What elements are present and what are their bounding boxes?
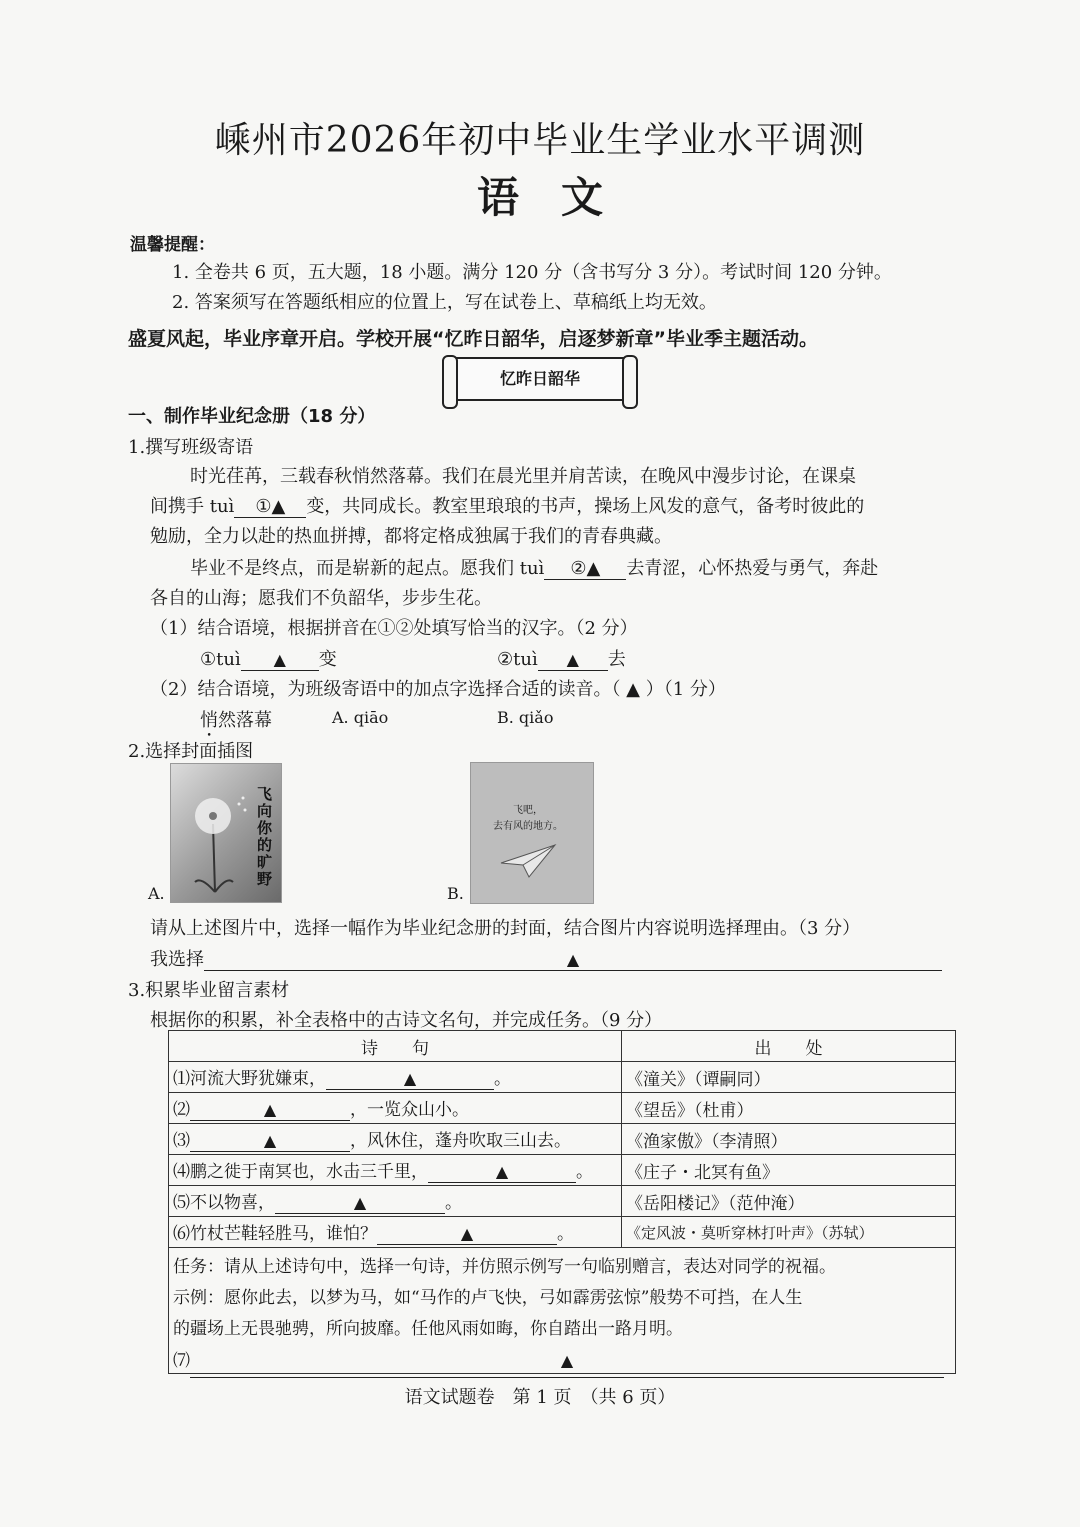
q2-heading: 2.选择封面插图 [128,741,254,762]
answer-blank[interactable] [190,1131,350,1152]
cover-image-a[interactable] [170,763,282,903]
cover-a-caption: 飞向你的旷野 [257,785,273,888]
task-answer-line [173,1345,951,1378]
tips-heading: 温馨提醒： [130,235,215,255]
answer-blank[interactable] [204,949,942,971]
source-cell: 《定风波・莫听穿林打叶声》（苏轼） [622,1217,956,1248]
q1-sub1-answer-a [200,645,337,671]
text-segment: 变 [318,649,337,670]
answer-mark: ▲ [353,1193,367,1212]
answer-mark: ▲ [495,1162,509,1181]
answer-blank-a[interactable] [241,649,319,671]
source-cell: 《潼关》（谭嗣同） [622,1062,956,1093]
activity-intro: 盛夏风起，毕业序章开启。学校开展“忆昨日韶华，启逐梦新章”毕业季主题活动。 [128,328,818,350]
text-segment: 。 [494,1069,511,1089]
cover-b-caption-1: 飞吧， [513,805,543,816]
image-a-label: A. [148,884,165,903]
text-segment: ，一览众山小。 [350,1100,469,1120]
text-segment: 我选择 [150,949,204,970]
task-box [168,1248,956,1374]
text-segment: 毕业不是终点，而是崭新的起点。愿我们 tuì [190,558,545,579]
q3-heading: 3.积累毕业留言素材 [128,980,290,1001]
text-segment: ⑷鹏之徙于南冥也，水击三千里， [173,1162,428,1182]
text-segment: 间携手 tuì [150,496,235,517]
text-segment: ⑴河流大野犹嫌束， [173,1069,326,1089]
table-row [169,1062,956,1093]
poem-table [168,1030,956,1248]
cover-b-caption-2: 去有风的地方。 [493,821,563,832]
q3-prompt: 根据你的积累，补全表格中的古诗文名句，并完成任务。（9 分） [150,1010,663,1031]
task-line-1: 任务：请从上述诗句中，选择一句诗，并仿照示例写一句临别赠言，表达对同学的祝福。 [173,1257,836,1277]
table-row [169,1217,956,1248]
text-segment: 。 [445,1193,462,1213]
q1-sub2-word [200,706,272,741]
q1-sub2: （2）结合语境，为班级寄语中的加点字选择合适的读音。（ ▲ ）（1 分） [150,679,726,700]
tip-item-1: 1. 全卷共 6 页，五大题，18 小题。满分 120 分（含书写分 3 分）。考试时间 120 分钟。 [172,262,892,283]
text-segment: ②tuì [497,649,538,670]
emphasis-char: 悄 [200,710,218,731]
text-segment: ⑵ [173,1100,190,1120]
answer-mark: ▲ [263,1100,277,1119]
answer-blank[interactable] [190,1345,944,1378]
text-segment: ⑺ [173,1351,190,1371]
blank-1[interactable] [234,496,306,518]
task-line-3: 的疆场上无畏驰骋，所向披靡。任他风雨如晦，你自踏出一路月明。 [173,1319,683,1339]
source-cell: 《庄子・北冥有鱼》 [622,1155,956,1186]
exam-title: 嵊州市2026年初中毕业生学业水平调测 [214,120,866,161]
table-header-row [169,1031,956,1062]
banner-text: 忆昨日韶华 [499,369,580,388]
q1-paragraph2-line2: 各自的山海；愿我们不负韶华，步步生花。 [150,588,492,609]
q1-sub1-answer-b [497,645,626,671]
section-heading: 一、制作毕业纪念册（18 分） [128,406,376,427]
answer-mark: ▲ [566,650,579,669]
text-segment: 然落幕 [218,710,272,731]
page-footer: 语文试题卷 第 1 页 （共 6 页） [404,1387,676,1408]
source-cell: 《岳阳楼记》（范仲淹） [622,1186,956,1217]
text-segment: ⑹竹杖芒鞋轻胜马，谁怕？ [173,1224,377,1244]
table-row [169,1155,956,1186]
task-line-2: 示例：愿你此去，以梦为马，如“马作的卢飞快，弓如霹雳弦惊”般势不可挡，在人生 [173,1288,803,1308]
answer-mark: ▲ [460,1224,474,1243]
answer-mark: ▲ [403,1069,417,1088]
text-segment: ⑶ [173,1131,190,1151]
source-cell: 《渔家傲》（李清照） [622,1124,956,1155]
text-segment: 变，共同成长。教室里琅琅的书声，操场上风发的意气，备考时彼此的 [306,496,865,517]
answer-blank[interactable] [275,1193,445,1214]
paper-plane-icon [499,841,559,881]
text-segment: 。 [576,1162,593,1182]
q2-answer-line [150,945,942,971]
blank-2[interactable] [544,558,626,580]
image-b-label: B. [447,884,464,903]
cover-image-b[interactable] [470,762,594,904]
subject-title: 语 文 [476,173,603,222]
answer-blank[interactable] [377,1224,557,1245]
option-a[interactable]: A. qiāo [332,708,389,727]
q1-sub1: （1）结合语境，根据拼音在①②处填写恰当的汉字。（2 分） [150,618,638,639]
answer-mark: ▲ [566,950,580,969]
answer-mark: ▲ [560,1351,574,1370]
tip-item-2: 2. 答案须写在答题纸相应的位置上，写在试卷上、草稿纸上均无效。 [172,292,717,313]
text-segment: 去青涩，心怀热爱与勇气，奔赴 [626,558,879,579]
q1-paragraph1-line2 [150,492,864,518]
option-b[interactable]: B. qiǎo [497,708,554,727]
poem-cell [169,1124,622,1155]
q1-paragraph1-line1: 时光荏苒，三载春秋悄然落幕。我们在晨光里并肩苦读，在晚风中漫步讨论，在课桌 [190,466,856,487]
text-segment: 去 [607,649,626,670]
poem-cell [169,1155,622,1186]
table-row [169,1093,956,1124]
blank-1-mark: ①▲ [255,496,286,517]
poem-cell [169,1217,622,1248]
q1-paragraph2-line1 [190,554,878,580]
answer-blank[interactable] [428,1162,576,1183]
answer-blank-b[interactable] [538,649,608,671]
text-segment: ①tuì [200,649,241,670]
answer-mark: ▲ [273,650,286,669]
text-segment: ，风休住，蓬舟吹取三山去。 [350,1131,571,1151]
source-cell: 《望岳》（杜甫） [622,1093,956,1124]
scroll-banner [450,357,630,401]
text-segment: ⑸不以物喜， [173,1193,275,1213]
column-header-source: 出 处 [622,1031,956,1062]
column-header-poem: 诗 句 [169,1031,622,1062]
table-row [169,1186,956,1217]
text-segment: 。 [557,1224,574,1244]
q1-paragraph1-line3: 勉励，全力以赴的热血拼搏，都将定格成独属于我们的青春典藏。 [150,526,672,547]
answer-blank[interactable] [190,1100,350,1121]
q1-heading: 1.撰写班级寄语 [128,437,254,458]
q2-prompt: 请从上述图片中，选择一幅作为毕业纪念册的封面，结合图片内容说明选择理由。（3 分） [150,918,861,939]
blank-2-mark: ②▲ [570,558,601,579]
poem-cell [169,1062,622,1093]
answer-mark: ▲ [263,1131,277,1150]
table-row [169,1124,956,1155]
poem-cell [169,1093,622,1124]
poem-cell [169,1186,622,1217]
answer-blank[interactable] [326,1069,494,1090]
